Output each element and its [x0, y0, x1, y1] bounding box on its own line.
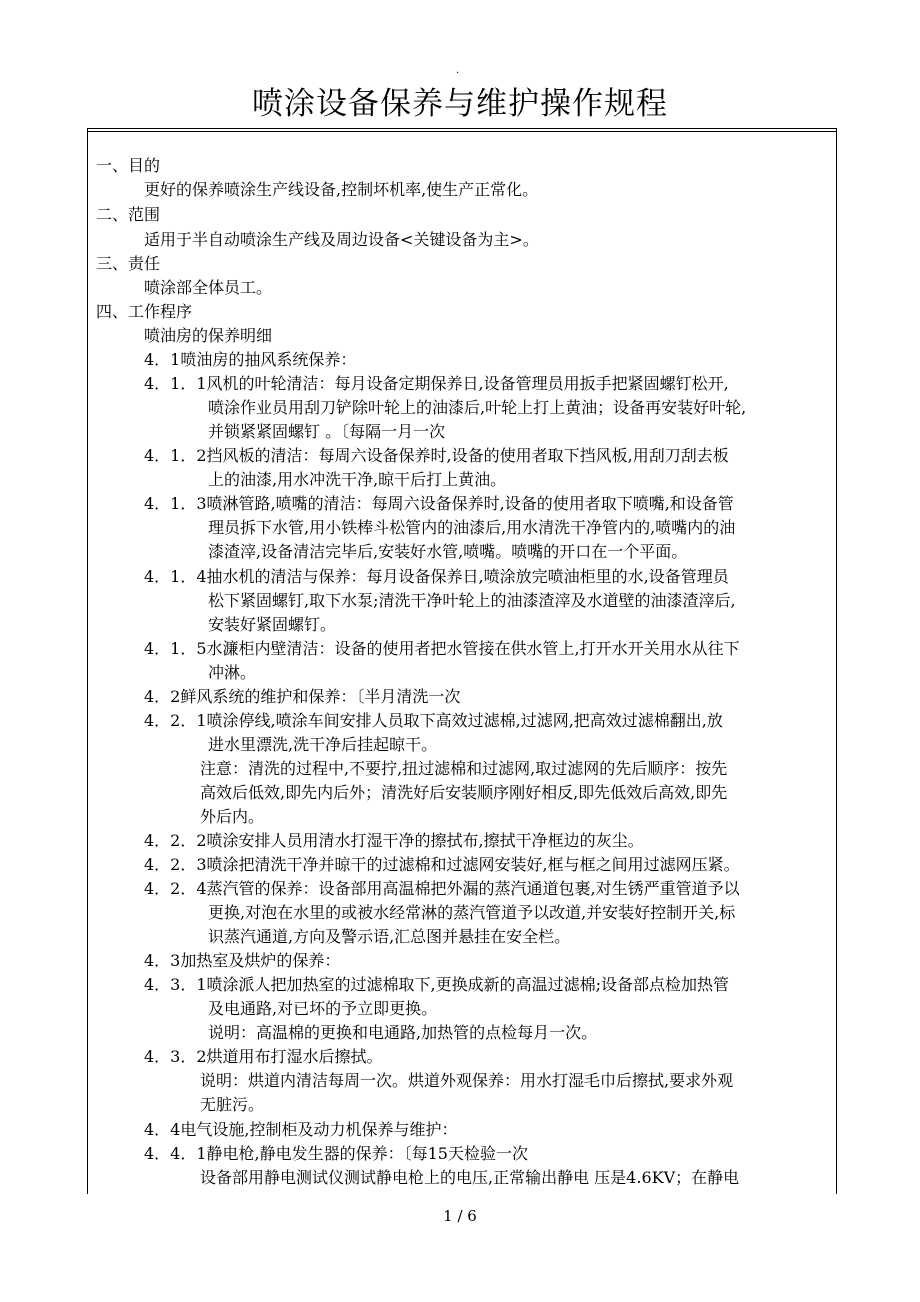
item-line: 4．3．2烘道用布打湿水后擦拭。: [144, 1047, 383, 1066]
item-line: 4．2．3喷涂把清洗干净并晾干的过滤棉和过滤网安装好,框与框之间用过滤网压紧。: [144, 855, 740, 874]
item-continuation: 松下紧固螺钉,取下水泵;清洗干净叶轮上的油漆渣滓及水道壁的油漆渣滓后,: [208, 591, 736, 610]
section-heading: 三、责任: [96, 254, 161, 273]
item-line: 4．4．1静电枪,静电发生器的保养：〔每15天检验一次: [144, 1144, 528, 1163]
item-line: 4．1．4抽水机的清洁与保养：每月设备保养日,喷涂放完喷油柜里的水,设备管理员: [144, 567, 729, 586]
item-continuation: 冲淋。: [208, 663, 257, 682]
header-dot: .: [456, 65, 460, 76]
item-continuation: 上的油漆,用水冲洗干净,晾干后打上黄油。: [208, 470, 507, 489]
note-line: 说明：烘道内清洁每周一次。烘道外观保养：用水打湿毛巾后擦拭,要求外观: [200, 1071, 734, 1090]
note-line: 无脏污。: [200, 1095, 265, 1114]
item-continuation: 喷涂作业员用刮刀铲除叶轮上的油漆后,叶轮上打上黄油；设备再安装好叶轮,: [208, 398, 747, 417]
document-title: 喷涂设备保养与维护操作规程: [252, 86, 668, 122]
note-line: 外后内。: [200, 807, 265, 826]
note-line: 注意：清洗的过程中,不要拧,扭过滤棉和过滤网,取过滤网的先后顺序：按先: [200, 759, 728, 778]
section-heading: 二、范围: [96, 205, 161, 224]
item-line: 4．1．5水濂柜内壁清洁：设备的使用者把水管接在供水管上,打开水开关用水从往下: [144, 639, 740, 658]
item-line: 4．2．4蒸汽管的保养：设备部用高温棉把外漏的蒸汽通道包裹,对生锈严重管道予以: [144, 879, 740, 898]
subsection-heading: 4．4电气设施,控制柜及动力机保养与维护：: [144, 1120, 458, 1139]
subsection-heading: 4．2鲜风系统的维护和保养：〔半月清洗一次: [144, 687, 461, 706]
item-line: 4．1．3喷淋管路,喷嘴的清洁：每周六设备保养时,设备的使用者取下喷嘴,和设备管: [144, 494, 734, 513]
item-continuation: 更换,对泡在水里的或被水经常淋的蒸汽管道予以改道,并安装好控制开关,标: [208, 903, 736, 922]
body-line: 设备部用静电测试仪测试静电枪上的电压,正常输出静电 压是4.6KV；在静电: [200, 1168, 740, 1187]
item-line: 4．2．2喷涂安排人员用清水打湿干净的擦拭布,擦拭干净框边的灰尘。: [144, 831, 644, 850]
item-continuation: 及电通路,对已坏的予立即更换。: [208, 999, 438, 1018]
item-continuation: 漆渣滓,设备清洁完毕后,安装好水管,喷嘴。喷嘴的开口在一个平面。: [208, 542, 688, 561]
item-continuation: 进水里漂洗,洗干净后挂起晾干。: [208, 735, 438, 754]
note-line: 高效后低效,即先内后外；清洗好后安装顺序刚好相反,即先低效后高效,即先: [200, 783, 728, 802]
item-continuation: 并锁紧紧固螺钉 。〔每隔一月一次: [208, 422, 446, 441]
note-line: 说明：高温棉的更换和电通路,加热管的点检每月一次。: [208, 1023, 598, 1042]
table-top-rule: [87, 131, 837, 132]
subsection-heading: 4．3加热室及烘炉的保养：: [144, 951, 341, 970]
body-line: 更好的保养喷涂生产线设备,控制坏机率,使生产正常化。: [144, 180, 539, 199]
body-line: 适用于半自动喷涂生产线及周边设备<关键设备为主>。: [144, 230, 539, 249]
page-number: 1 / 6: [443, 1207, 477, 1225]
item-continuation: 安装好紧固螺钉。: [208, 615, 337, 634]
item-line: 4．1．1风机的叶轮清洁：每月设备定期保养日,设备管理员用扳手把紧固螺钉松开,: [144, 374, 729, 393]
item-line: 4．3．1喷涂派人把加热室的过滤棉取下,更换成新的高温过滤棉;设备部点检加热管: [144, 975, 730, 994]
section-heading: 四、工作程序: [96, 302, 193, 321]
body-line: 喷涂部全体员工。: [144, 278, 273, 297]
item-continuation: 识蒸汽通道,方向及警示语,汇总图并悬挂在安全栏。: [208, 927, 571, 946]
subsection-heading: 4．1喷油房的抽风系统保养：: [144, 350, 357, 369]
item-continuation: 理员拆下水管,用小铁棒斗松管内的油漆后,用水清洗干净管内的,喷嘴内的油: [208, 518, 736, 537]
body-line: 喷油房的保养明细: [144, 326, 273, 345]
item-line: 4．2．1喷涂停线,喷涂车间安排人员取下高效过滤棉,过滤网,把高效过滤棉翻出,放: [144, 711, 723, 730]
item-line: 4．1．2挡风板的清洁：每周六设备保养时,设备的使用者取下挡风板,用刮刀刮去板: [144, 446, 729, 465]
section-heading: 一、目的: [96, 156, 161, 175]
